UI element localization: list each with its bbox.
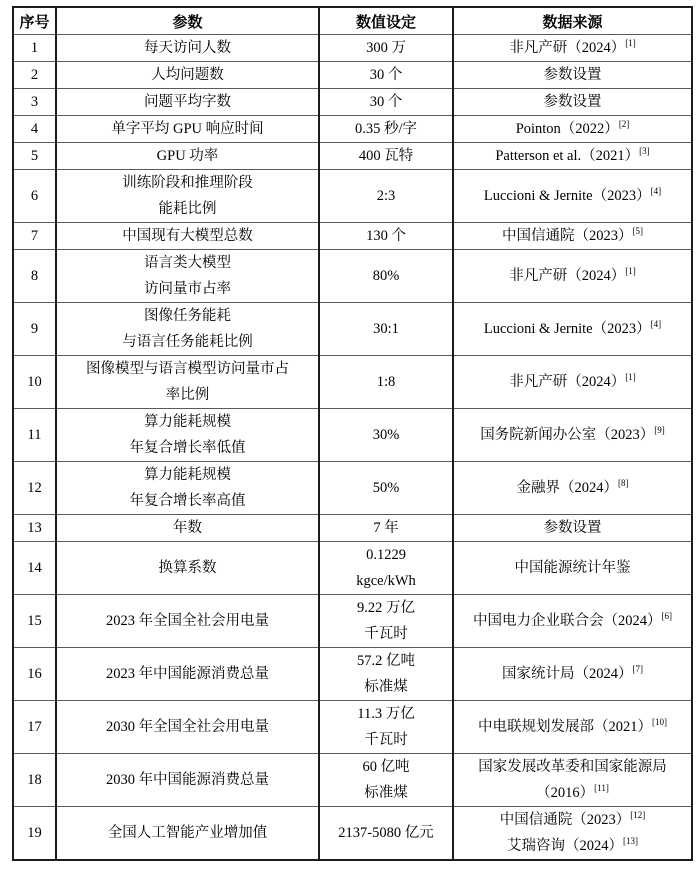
table-row: [13, 515, 692, 542]
parameter-table: [12, 6, 693, 861]
cell-line: 14: [27, 560, 42, 576]
citation-superscript: [1]: [625, 38, 636, 49]
source-cell: [453, 89, 692, 116]
cell-line: kgce/kWh: [356, 573, 416, 589]
source-cell: [453, 170, 692, 223]
source-cell: [453, 62, 692, 89]
cell-line: 训练阶段和推理阶段: [122, 175, 253, 191]
value-cell: [319, 170, 453, 223]
source-cell: [453, 754, 692, 807]
row-index-cell: [13, 701, 56, 754]
table-row: [13, 223, 692, 250]
source-cell: [453, 303, 692, 356]
value-cell: [319, 462, 453, 515]
value-cell: [319, 303, 453, 356]
source-cell: [453, 223, 692, 250]
value-cell: [319, 754, 453, 807]
source-cell: [453, 701, 692, 754]
param-cell: [56, 356, 319, 409]
source-cell: [453, 116, 692, 143]
cell-line: 3: [30, 94, 39, 110]
param-cell: [56, 89, 319, 116]
table-row: [13, 170, 692, 223]
param-cell: [56, 143, 319, 170]
cell-line: 语言类大模型: [144, 255, 231, 271]
header-cell-source: 数据来源: [453, 7, 692, 35]
cell-line: 30 个: [369, 67, 403, 83]
param-cell: [56, 754, 319, 807]
row-index-cell: [13, 356, 56, 409]
table-row: [13, 62, 692, 89]
value-cell: [319, 356, 453, 409]
cell-line: 30 个: [369, 94, 403, 110]
source-cell: [453, 542, 692, 595]
cell-line: 图像模型与语言模型访问量市占: [86, 361, 289, 377]
cell-line: 2030 年中国能源消费总量: [105, 772, 270, 788]
cell-line: Luccioni & Jernite（2023）[4]: [483, 186, 662, 204]
cell-line: 非凡产研（2024）[1]: [509, 266, 636, 284]
cell-line: 2137-5080 亿元: [338, 825, 434, 841]
cell-line: Luccioni & Jernite（2023）[4]: [483, 319, 662, 337]
table-row: [13, 648, 692, 701]
table-row: [13, 807, 692, 861]
cell-line: 18: [27, 772, 42, 788]
cell-line: 0.1229: [366, 547, 406, 563]
table-row: [13, 35, 692, 62]
param-cell: [56, 515, 319, 542]
cell-line: 年复合增长率低值: [129, 440, 246, 456]
param-cell: [56, 35, 319, 62]
citation-superscript: [5]: [632, 226, 643, 237]
cell-line: 艾瑞咨询（2024）[13]: [507, 836, 638, 854]
cell-line: 非凡产研（2024）[1]: [509, 38, 636, 56]
table-row: [13, 462, 692, 515]
citation-superscript: [8]: [618, 478, 629, 489]
cell-line: 57.2 亿吨: [357, 653, 415, 669]
cell-line: 5: [30, 148, 39, 164]
cell-line: 60 亿吨: [362, 759, 410, 775]
cell-line: 标准煤: [364, 785, 408, 801]
value-cell: [319, 35, 453, 62]
cell-line: 图像任务能耗: [144, 308, 231, 324]
cell-line: 400 瓦特: [358, 148, 414, 164]
source-cell: [453, 35, 692, 62]
cell-line: 中国能源统计年鉴: [514, 560, 631, 576]
cell-line: 人均问题数: [151, 67, 224, 83]
cell-line: 1: [30, 40, 39, 56]
cell-line: 全国人工智能产业增加值: [107, 825, 268, 841]
value-cell: [319, 515, 453, 542]
citation-superscript: [7]: [632, 664, 643, 675]
source-cell: [453, 515, 692, 542]
value-cell: [319, 409, 453, 462]
table-row: [13, 409, 692, 462]
row-index-cell: [13, 223, 56, 250]
cell-line: 中国现有大模型总数: [122, 228, 253, 244]
cell-line: 中国电力企业联合会（2024）[6]: [473, 611, 672, 629]
source-cell: [453, 462, 692, 515]
source-cell: [453, 807, 692, 861]
cell-line: 2:3: [376, 188, 396, 204]
cell-line: 2023 年全国全社会用电量: [105, 613, 270, 629]
table-row: [13, 143, 692, 170]
table-body: [13, 35, 692, 861]
cell-line: 参数设置: [543, 520, 602, 536]
param-cell: [56, 595, 319, 648]
cell-line: 中电联规划发展部（2021）[10]: [478, 717, 667, 735]
table-row: [13, 250, 692, 303]
cell-line: 千瓦时: [364, 626, 408, 642]
cell-line: 每天访问人数: [144, 40, 231, 56]
value-cell: [319, 250, 453, 303]
cell-line: GPU 功率: [156, 148, 219, 164]
cell-line: 千瓦时: [364, 732, 408, 748]
cell-line: 12: [27, 480, 42, 496]
row-index-cell: [13, 62, 56, 89]
cell-line: 7: [30, 228, 39, 244]
row-index-cell: [13, 116, 56, 143]
cell-line: 7 年: [373, 520, 399, 536]
cell-line: 算力能耗规模: [144, 467, 231, 483]
cell-line: 非凡产研（2024）[1]: [509, 372, 636, 390]
row-index-cell: [13, 250, 56, 303]
cell-line: 参数设置: [543, 94, 602, 110]
cell-line: 2023 年中国能源消费总量: [105, 666, 270, 682]
cell-line: 9: [30, 321, 39, 337]
header-cell-param: 参数: [56, 7, 319, 35]
cell-line: 年复合增长率高值: [129, 493, 246, 509]
value-cell: [319, 542, 453, 595]
param-cell: [56, 116, 319, 143]
cell-line: 年数: [173, 520, 202, 536]
value-cell: [319, 89, 453, 116]
source-cell: [453, 143, 692, 170]
table-row: [13, 542, 692, 595]
cell-line: 13: [27, 520, 42, 536]
param-cell: [56, 462, 319, 515]
cell-line: Pointon（2022）[2]: [515, 119, 630, 137]
cell-line: 16: [27, 666, 42, 682]
citation-superscript: [4]: [650, 186, 662, 197]
value-cell: [319, 701, 453, 754]
cell-line: 30:1: [373, 321, 399, 337]
param-cell: [56, 303, 319, 356]
table-row: [13, 595, 692, 648]
cell-line: 参数设置: [543, 67, 602, 83]
param-cell: [56, 62, 319, 89]
row-index-cell: [13, 170, 56, 223]
cell-line: 中国信通院（2023）[5]: [502, 226, 643, 244]
cell-line: 300 万: [366, 40, 406, 56]
cell-line: 4: [30, 121, 39, 137]
row-index-cell: [13, 754, 56, 807]
cell-line: 30%: [372, 427, 400, 443]
row-index-cell: [13, 807, 56, 861]
row-index-cell: [13, 35, 56, 62]
cell-line: 19: [27, 825, 42, 841]
param-cell: [56, 648, 319, 701]
row-index-cell: [13, 303, 56, 356]
cell-line: 访问量市占率: [144, 281, 231, 297]
cell-line: Patterson et al.（2021）[3]: [495, 146, 650, 164]
table-row: [13, 754, 692, 807]
cell-line: 6: [30, 188, 39, 204]
value-cell: [319, 807, 453, 861]
cell-line: 算力能耗规模: [144, 414, 231, 430]
source-cell: [453, 409, 692, 462]
cell-line: 标准煤: [364, 679, 408, 695]
cell-line: 1:8: [376, 374, 396, 390]
value-cell: [319, 223, 453, 250]
row-index-cell: [13, 542, 56, 595]
row-index-cell: [13, 595, 56, 648]
source-cell: [453, 648, 692, 701]
cell-line: 问题平均字数: [144, 94, 231, 110]
cell-line: 15: [27, 613, 42, 629]
param-cell: [56, 409, 319, 462]
cell-line: （2016）[11]: [536, 783, 609, 801]
row-index-cell: [13, 648, 56, 701]
cell-line: 17: [27, 719, 42, 735]
cell-line: 0.35 秒/字: [354, 121, 418, 137]
row-index-cell: [13, 462, 56, 515]
cell-line: 金融界（2024）[8]: [516, 478, 629, 496]
source-cell: [453, 250, 692, 303]
row-index-cell: [13, 409, 56, 462]
table-header: [13, 7, 692, 35]
row-index-cell: [13, 515, 56, 542]
cell-line: 率比例: [165, 387, 210, 403]
cell-line: 11.3 万亿: [357, 706, 415, 722]
value-cell: [319, 116, 453, 143]
citation-superscript: [1]: [625, 372, 636, 383]
table-row: [13, 116, 692, 143]
citation-superscript: [3]: [639, 146, 650, 157]
table-row: [13, 356, 692, 409]
cell-line: 单字平均 GPU 响应时间: [111, 121, 264, 137]
cell-line: 国家发展改革委和国家能源局: [478, 759, 667, 775]
header-cell-value: 数值设定: [319, 7, 453, 35]
cell-line: 能耗比例: [158, 201, 217, 217]
param-cell: [56, 170, 319, 223]
cell-line: 2: [30, 67, 39, 83]
param-cell: [56, 542, 319, 595]
param-cell: [56, 807, 319, 861]
cell-line: 国家统计局（2024）[7]: [502, 664, 643, 682]
row-index-cell: [13, 143, 56, 170]
citation-superscript: [13]: [623, 836, 638, 847]
citation-superscript: [2]: [618, 119, 630, 130]
citation-superscript: [11]: [594, 783, 609, 794]
citation-superscript: [1]: [625, 266, 636, 277]
cell-line: 80%: [372, 268, 400, 284]
param-cell: [56, 250, 319, 303]
value-cell: [319, 62, 453, 89]
citation-superscript: [10]: [652, 717, 667, 728]
param-cell: [56, 223, 319, 250]
row-index-cell: [13, 89, 56, 116]
cell-line: 国务院新闻办公室（2023）[9]: [480, 425, 665, 443]
source-cell: [453, 356, 692, 409]
cell-line: 11: [27, 427, 42, 443]
citation-superscript: [6]: [661, 611, 672, 622]
cell-line: 9.22 万亿: [357, 600, 415, 616]
header-row: [13, 7, 692, 35]
cell-line: 2030 年全国全社会用电量: [105, 719, 270, 735]
cell-line: 8: [30, 268, 39, 284]
table-row: [13, 303, 692, 356]
table-row: [13, 701, 692, 754]
table-row: [13, 89, 692, 116]
param-cell: [56, 701, 319, 754]
cell-line: 与语言任务能耗比例: [122, 334, 253, 350]
cell-line: 中国信通院（2023）[12]: [499, 810, 646, 828]
cell-line: 10: [27, 374, 42, 390]
citation-superscript: [9]: [654, 425, 665, 436]
value-cell: [319, 648, 453, 701]
value-cell: [319, 595, 453, 648]
header-cell-index: 序号: [13, 7, 56, 35]
source-cell: [453, 595, 692, 648]
cell-line: 130 个: [366, 228, 406, 244]
citation-superscript: [12]: [630, 810, 646, 821]
citation-superscript: [4]: [650, 319, 662, 330]
cell-line: 50%: [372, 480, 400, 496]
parameter-table-container: [12, 6, 693, 861]
cell-line: 换算系数: [158, 560, 217, 576]
value-cell: [319, 143, 453, 170]
